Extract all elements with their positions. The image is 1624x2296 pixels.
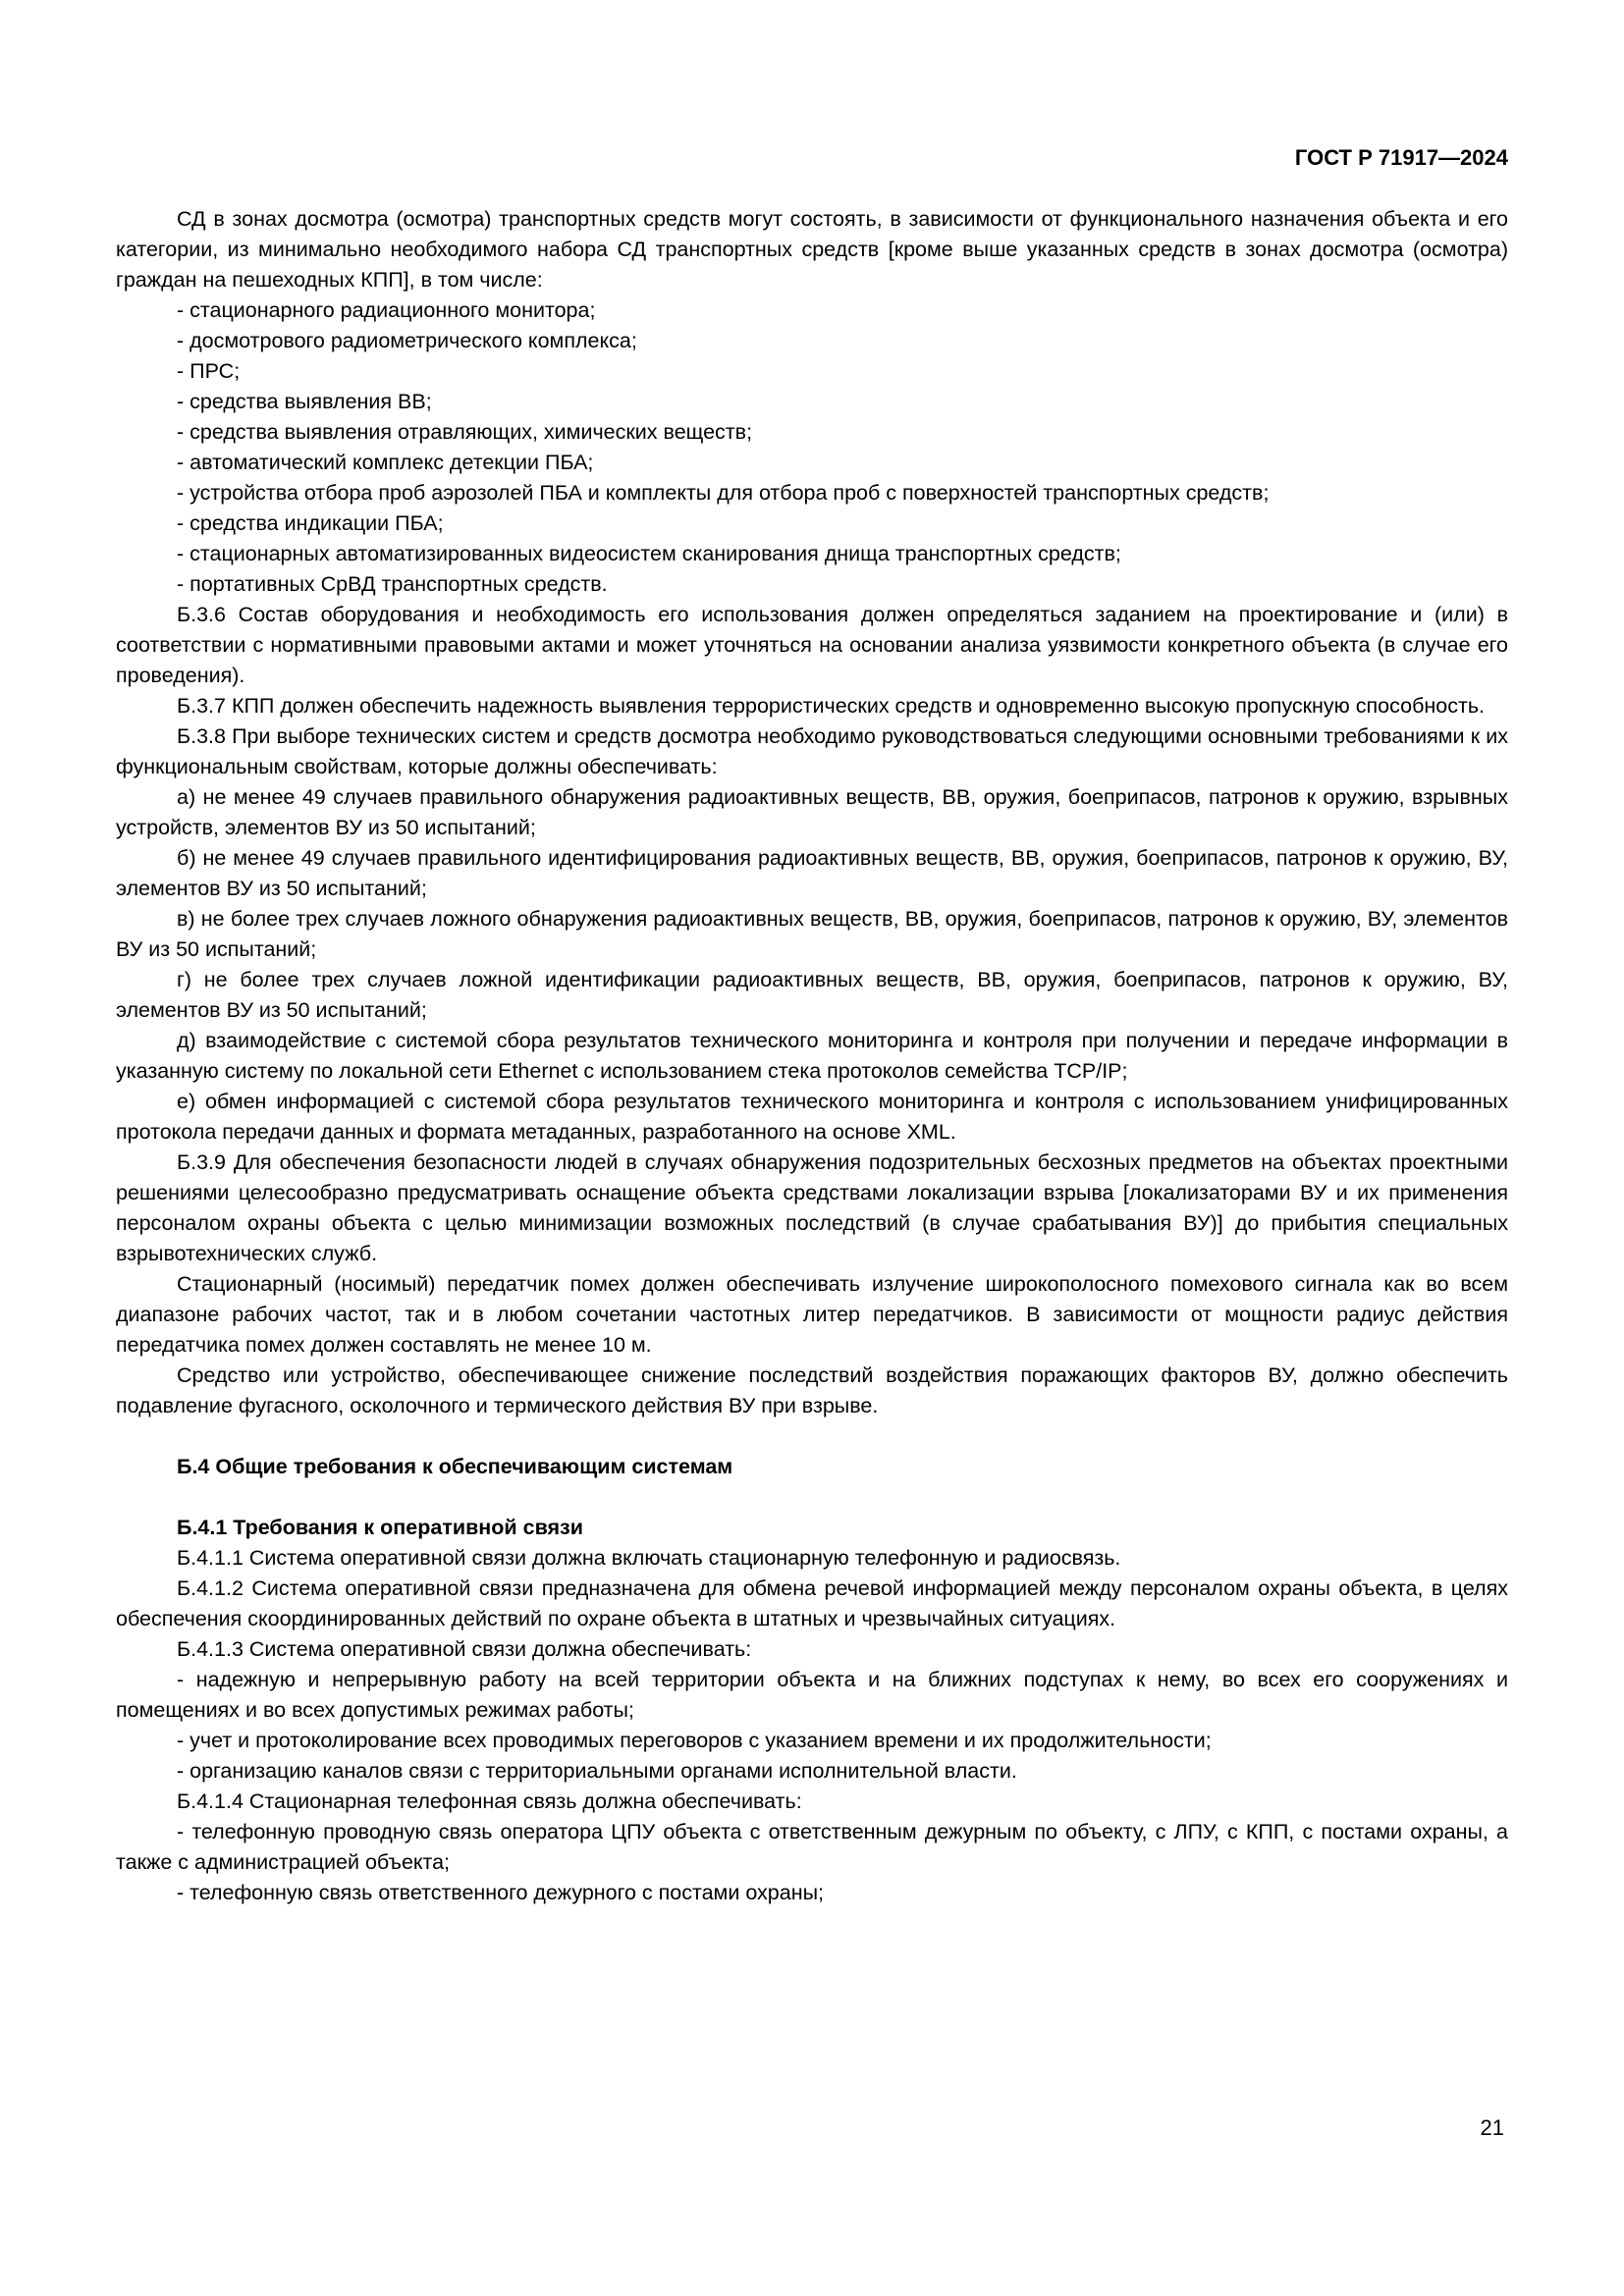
paragraph: Б.3.8 При выборе технических систем и средств досмотра необходимо руководствоваться следующими основными требованиями к их функциональным свойствам, которые должны обеспечивать: [116, 724, 1508, 778]
list-item: - надежную и непрерывную работу на всей территории объекта и на ближних подступах к нему, во всех его сооружениях и помещениях и во всех допустимых режимах работы; [116, 1668, 1508, 1722]
document-code: ГОСТ Р 71917—2024 [1294, 145, 1508, 170]
paragraph: Б.3.9 Для обеспечения безопасности людей в случаях обнаружения подозрительных бесхозных предметов на объектах проектными решениями целесообразно предусматривать оснащение объекта средствами локализации взрыва [локализаторами ВУ и их применения персоналом охраны объекта с целью минимизации возможных последствий (в случае срабатывания ВУ)] до прибытия специальных взрывотехнических служб. [116, 1150, 1508, 1265]
paragraph: Б.4.1.4 Стационарная телефонная связь должна обеспечивать: [177, 1789, 802, 1813]
section-heading: Б.4.1 Требования к оперативной связи [177, 1516, 583, 1539]
list-item: - учет и протоколирование всех проводимых переговоров с указанием времени и их продолжительности; [177, 1729, 1212, 1752]
paragraph: е) обмен информацией с системой сбора результатов технического мониторинга и контроля с использованием унифицированных протокола передачи данных и формата метаданных, разработанного на основе XML. [116, 1090, 1508, 1144]
paragraph: Б.3.7 КПП должен обеспечить надежность выявления террористических средств и одновременно высокую пропускную способность. [177, 694, 1485, 718]
list-item: - телефонную связь ответственного дежурного с постами охраны; [177, 1881, 824, 1904]
paragraph: СД в зонах досмотра (осмотра) транспортных средств могут состоять, в зависимости от функционального назначения объекта и его категории, из минимально необходимого набора СД транспортных средств [кроме выше указанных средств в зонах досмотра (осмотра) граждан на пешеходных КПП], в том числе: [116, 207, 1508, 292]
paragraph: а) не менее 49 случаев правильного обнаружения радиоактивных веществ, ВВ, оружия, боеприпасов, патронов к оружию, взрывных устройств, элементов ВУ из 50 испытаний; [116, 785, 1508, 839]
list-item: - автоматический комплекс детекции ПБА; [177, 451, 594, 474]
list-item: - средства индикации ПБА; [177, 511, 444, 535]
list-item: - портативных СрВД транспортных средств. [177, 572, 608, 596]
paragraph: д) взаимодействие с системой сбора результатов технического мониторинга и контроля при получении и передаче информации в указанную систему по локальной сети Ethernet с использованием стека протоколов семейства TCP/IP; [116, 1029, 1508, 1083]
paragraph: Б.4.1.2 Система оперативной связи предназначена для обмена речевой информацией между персоналом охраны объекта, в целях обеспечения скоординированных действий по охране объекта в штатных и чрезвычайных ситуациях. [116, 1576, 1508, 1630]
list-item: - досмотрового радиометрического комплекса; [177, 329, 637, 352]
list-item: - устройства отбора проб аэрозолей ПБА и комплекты для отбора проб с поверхностей транспортных средств; [177, 481, 1270, 505]
paragraph: Стационарный (носимый) передатчик помех должен обеспечивать излучение широкополосного помехового сигнала как во всем диапазоне рабочих частот, так и в любом сочетании частотных литер передатчиков. В зависимости от мощности радиус действия передатчика помех должен составлять не менее 10 м. [116, 1272, 1508, 1357]
paragraph: Б.4.1.3 Система оперативной связи должна обеспечивать: [177, 1637, 752, 1661]
paragraph: б) не менее 49 случаев правильного идентифицирования радиоактивных веществ, ВВ, оружия, боеприпасов, патронов к оружию, ВУ, элементов ВУ из 50 испытаний; [116, 846, 1508, 900]
section-heading: Б.4 Общие требования к обеспечивающим системам [177, 1455, 733, 1478]
list-item: - стационарных автоматизированных видеосистем сканирования днища транспортных средств; [177, 542, 1121, 565]
list-item: - телефонную проводную связь оператора ЦПУ объекта с ответственным дежурным по объекту, с ЛПУ, с КПП, с постами охраны, а также с администрацией объекта; [116, 1820, 1508, 1874]
paragraph: Б.3.6 Состав оборудования и необходимость его использования должен определяться заданием на проектирование и (или) в соответствии с нормативными правовыми актами и может уточняться на основании анализа уязвимости конкретного объекта (в случае его проведения). [116, 603, 1508, 687]
paragraph: Б.4.1.1 Система оперативной связи должна включать стационарную телефонную и радиосвязь. [177, 1546, 1121, 1570]
list-item: - организацию каналов связи с территориальными органами исполнительной власти. [177, 1759, 1017, 1783]
list-item: - средства выявления отравляющих, химических веществ; [177, 420, 753, 444]
paragraph: Средство или устройство, обеспечивающее снижение последствий воздействия поражающих факторов ВУ, должно обеспечить подавление фугасного, осколочного и термического действия ВУ при взрыве. [116, 1363, 1508, 1417]
list-item: - стационарного радиационного монитора; [177, 298, 596, 322]
paragraph: г) не более трех случаев ложной идентификации радиоактивных веществ, ВВ, оружия, боеприпасов, патронов к оружию, ВУ, элементов ВУ из 50 испытаний; [116, 968, 1508, 1022]
list-item: - средства выявления ВВ; [177, 390, 432, 413]
paragraph: в) не более трех случаев ложного обнаружения радиоактивных веществ, ВВ, оружия, боеприпасов, патронов к оружию, ВУ, элементов ВУ из 50 испытаний; [116, 907, 1508, 961]
list-item: - ПРС; [177, 359, 241, 383]
document-body [116, 204, 1508, 1908]
page-number: 21 [1480, 2115, 1504, 2140]
